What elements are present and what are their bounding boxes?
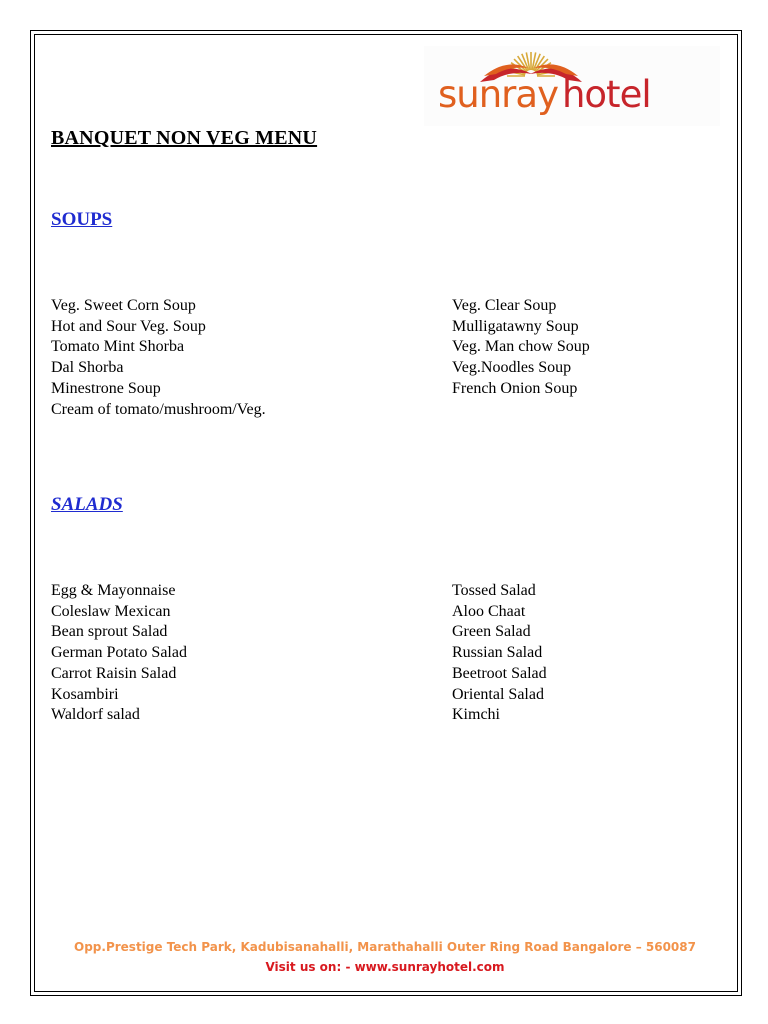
page-border-inner	[34, 34, 738, 992]
list-item: Mulligatawny Soup	[452, 317, 579, 335]
list-item: Coleslaw Mexican	[51, 602, 171, 620]
list-item: Cream of tomato/mushroom/Veg.	[51, 400, 266, 418]
logo-sunray-text: sunray	[438, 73, 558, 116]
list-item: French Onion Soup	[452, 379, 578, 397]
list-item: Tomato Mint Shorba	[51, 338, 185, 356]
list-item: Beetroot Salad	[452, 664, 547, 682]
list-item: Veg. Man chow Soup	[452, 338, 590, 356]
list-item: Egg & Mayonnaise	[51, 582, 176, 599]
list-item: Tossed Salad	[452, 582, 536, 599]
list-item: Aloo Chaat	[452, 602, 526, 620]
list-item: Minestrone Soup	[51, 379, 161, 397]
list-item: Oriental Salad	[452, 685, 544, 703]
list-item: Kimchi	[452, 706, 500, 724]
soups-heading[interactable]: SOUPS	[51, 209, 113, 230]
list-item: German Potato Salad	[51, 644, 187, 662]
logo-hotel-text: hotel	[561, 73, 651, 116]
salads-heading[interactable]: SALADS	[51, 494, 123, 515]
sunray-hotel-logo	[424, 46, 720, 126]
list-item: Dal Shorba	[51, 359, 124, 377]
list-item: Carrot Raisin Salad	[51, 664, 177, 682]
logo-wordmark	[438, 73, 651, 116]
footer-address: Opp.Prestige Tech Park, Kadubisanahalli, Marathahalli Outer Ring Road Bangalore – 560087	[74, 940, 696, 954]
menu-title: BANQUET NON VEG MENU	[51, 127, 318, 149]
list-item: Waldorf salad	[51, 706, 140, 724]
list-item: Veg. Clear Soup	[452, 297, 557, 314]
list-item: Veg.Noodles Soup	[452, 359, 572, 377]
footer-website[interactable]: Visit us on: - www.sunrayhotel.com	[265, 960, 505, 974]
list-item: Russian Salad	[452, 644, 543, 662]
page-border-outer	[30, 30, 742, 996]
list-item: Veg. Sweet Corn Soup	[51, 297, 196, 314]
soups-left-list	[51, 296, 266, 420]
salads-left-list	[51, 581, 187, 726]
list-item: Kosambiri	[51, 685, 119, 703]
soups-right-list	[452, 296, 590, 400]
salads-right-list	[452, 581, 547, 726]
list-item: Bean sprout Salad	[51, 623, 168, 641]
list-item: Green Salad	[452, 623, 531, 641]
list-item: Hot and Sour Veg. Soup	[51, 317, 206, 335]
